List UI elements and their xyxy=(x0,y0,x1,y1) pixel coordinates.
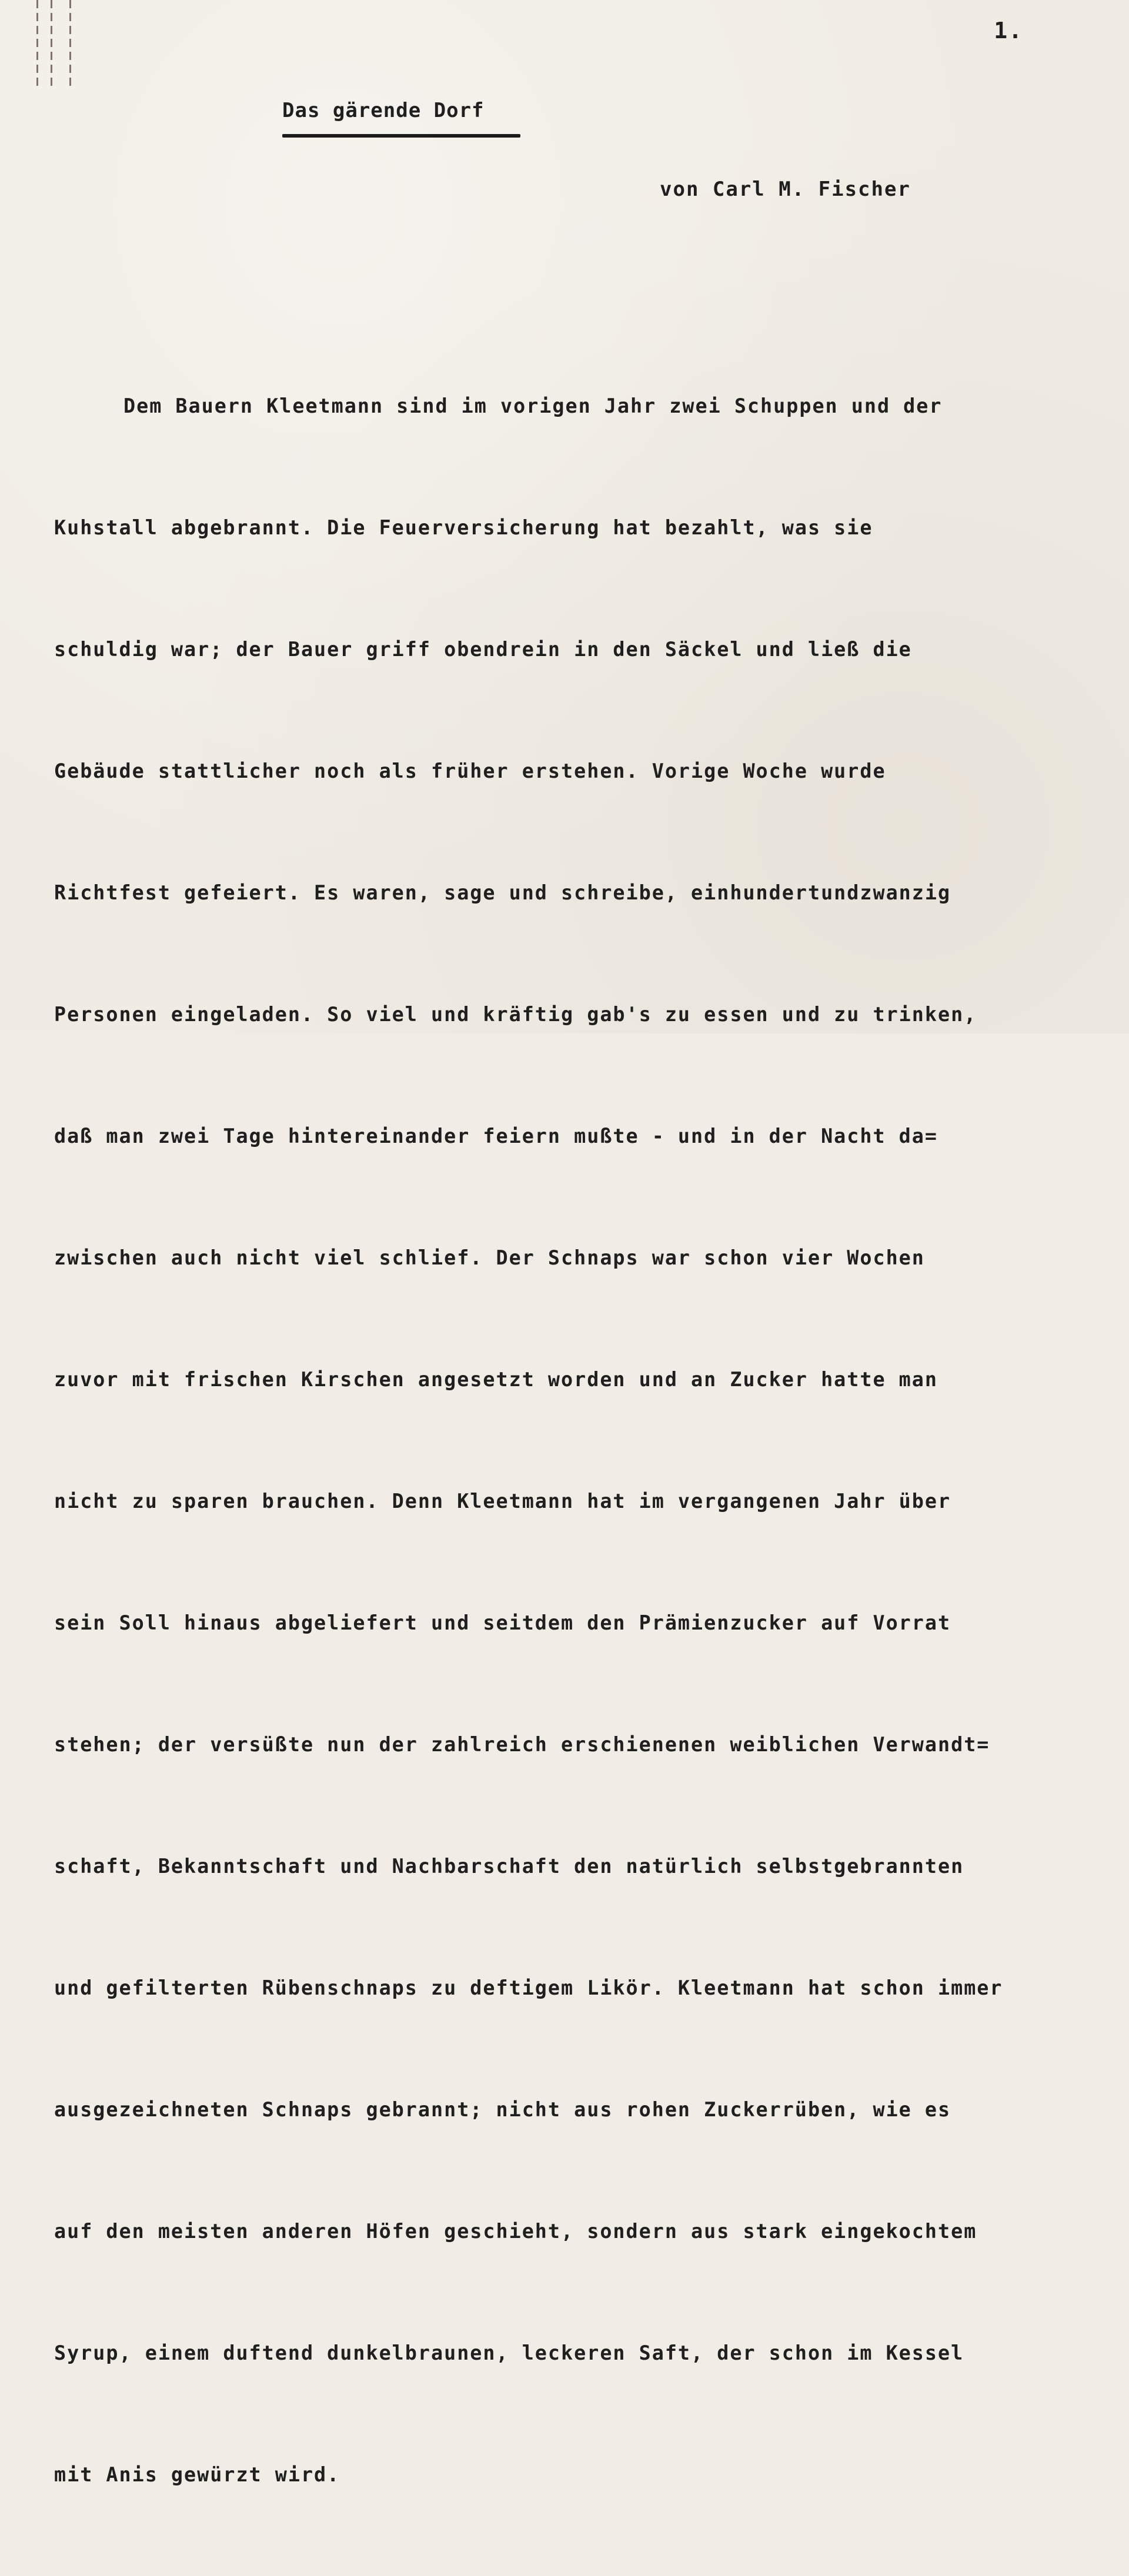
title-underline xyxy=(282,134,520,138)
paragraph-line: auf den meisten anderen Höfen geschieht, sondern aus stark eingekochtem xyxy=(54,2220,977,2243)
paragraph-line: zuvor mit frischen Kirschen angesetzt worden und an Zucker hatte man xyxy=(54,1368,938,1391)
paragraph-line: schuldig war; der Bauer griff obendrein in den Säckel und ließ die xyxy=(54,638,912,661)
paragraph-line: daß man zwei Tage hintereinander feiern mußte - und in der Nacht da= xyxy=(54,1125,938,1148)
paragraph-line: Richtfest gefeiert. Es waren, sage und schreibe, einhundertundzwanzig xyxy=(54,881,951,904)
margin-mark xyxy=(36,0,38,88)
author-line: von Carl M. Fischer xyxy=(660,178,911,201)
body-paragraph xyxy=(54,305,1077,2576)
paragraph-line: und gefilterten Rübenschnaps zu deftigem Likör. Kleetmann hat schon immer xyxy=(54,1976,1003,1999)
paragraph-line: sein Soll hinaus abgeliefert und seitdem den Prämienzucker auf Vorrat xyxy=(54,1611,951,1634)
paragraph-line: Kuhstall abgebrannt. Die Feuerversicherung hat bezahlt, was sie xyxy=(54,516,873,539)
paragraph-line: nicht zu sparen brauchen. Denn Kleetmann hat im vergangenen Jahr über xyxy=(54,1490,951,1513)
paragraph-line: Syrup, einem duftend dunkelbraunen, leckeren Saft, der schon im Kessel xyxy=(54,2341,964,2364)
margin-marks xyxy=(36,0,83,106)
paragraph-line: Personen eingeladen. So viel und kräftig gab's zu essen und zu trinken, xyxy=(54,1003,977,1026)
paragraph-line: Gebäude stattlicher noch als früher erstehen. Vorige Woche wurde xyxy=(54,760,886,782)
page-title: Das gärende Dorf xyxy=(282,99,485,122)
margin-mark xyxy=(69,0,71,88)
paragraph-line: zwischen auch nicht viel schlief. Der Schnaps war schon vier Wochen xyxy=(54,1246,925,1269)
paragraph-line: schaft, Bekanntschaft und Nachbarschaft den natürlich selbstgebrannten xyxy=(54,1855,964,1878)
paragraph-line: stehen; der versüßte nun der zahlreich erschienenen weiblichen Verwandt= xyxy=(54,1733,990,1756)
paragraph-line: ausgezeichneten Schnaps gebrannt; nicht aus rohen Zuckerrüben, wie es xyxy=(54,2098,951,2121)
paragraph-line: mit Anis gewürzt wird. xyxy=(54,2463,340,2486)
paragraph-line: Dem Bauern Kleetmann sind im vorigen Jahr zwei Schuppen und der xyxy=(123,394,943,417)
margin-mark xyxy=(51,0,52,88)
page-number: 1. xyxy=(994,18,1023,44)
